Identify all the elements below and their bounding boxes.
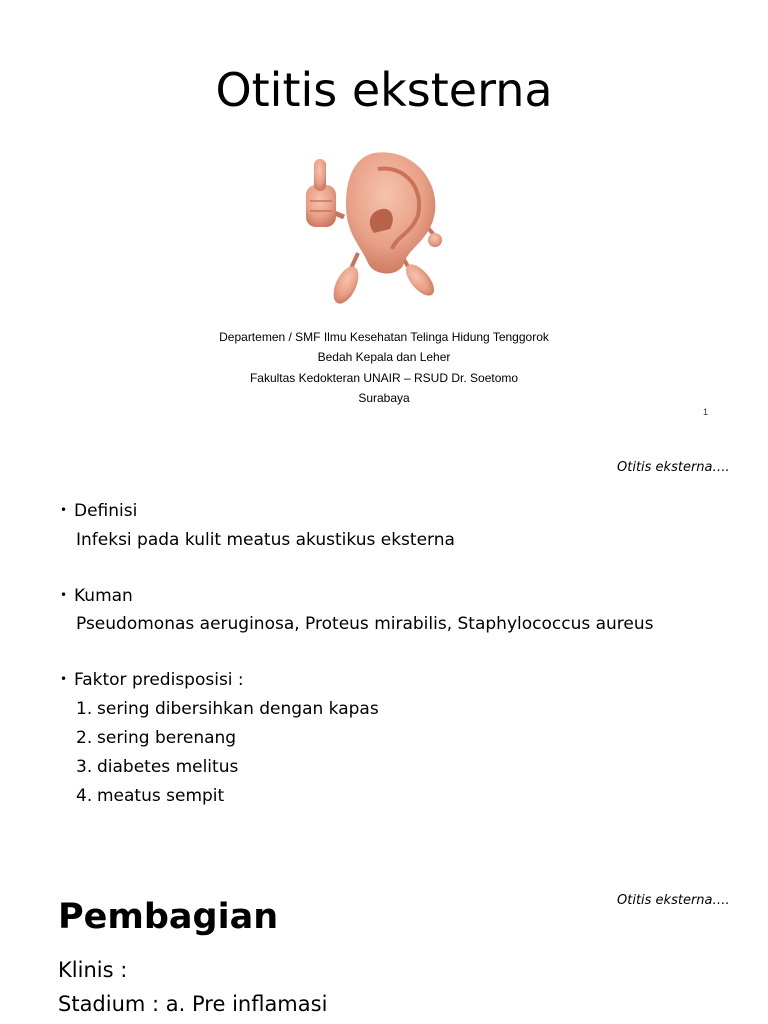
list-text: diabetes melitus — [97, 757, 239, 777]
slide3-side-note: Otitis eksterna…. — [617, 893, 730, 908]
slide2-side-note: Otitis eksterna…. — [617, 460, 730, 475]
subtitle-line: Surabaya — [358, 391, 410, 405]
list-number: 4. — [76, 786, 93, 806]
slide1-title: Otitis eksterna — [215, 63, 553, 117]
list-text: sering dibersihkan dengan kapas — [97, 699, 379, 719]
page-number: 1 — [703, 407, 709, 417]
bullet-faktor — [60, 668, 244, 691]
bullet-definisi — [60, 499, 137, 522]
list-text: meatus sempit — [97, 786, 225, 806]
definisi-text: Infeksi pada kulit meatus akustikus eksterna — [76, 530, 455, 550]
list-text: sering berenang — [97, 728, 237, 748]
bullet-dot-icon: • — [60, 503, 68, 517]
bullet-dot-icon: • — [60, 588, 68, 602]
bullet-heading: Definisi — [74, 501, 138, 521]
list-number: 2. — [76, 728, 93, 748]
list-item — [76, 756, 238, 778]
list-item — [76, 727, 236, 749]
list-number: 1. — [76, 699, 93, 719]
list-number: 3. — [76, 757, 93, 777]
list-item — [76, 785, 224, 807]
bullet-heading: Faktor predisposisi : — [74, 670, 244, 690]
bullet-kuman — [60, 584, 133, 607]
bullet-heading: Kuman — [74, 586, 133, 606]
list-item — [76, 698, 379, 720]
subtitle-line: Departemen / SMF Ilmu Kesehatan Telinga Hidung Tenggorok — [219, 330, 549, 344]
kuman-text: Pseudomonas aeruginosa, Proteus mirabilis, Staphylococcus aureus — [76, 614, 654, 634]
slide3-line: Klinis : — [58, 958, 128, 982]
slide3-title: Pembagian — [58, 897, 279, 937]
subtitle-line: Bedah Kepala dan Leher — [317, 350, 451, 364]
bullet-dot-icon: • — [60, 672, 68, 686]
subtitle-line: Fakultas Kedokteran UNAIR – RSUD Dr. Soetomo — [249, 371, 519, 385]
slide3-line: Stadium : a. Pre inflamasi — [58, 992, 328, 1016]
ear-mascot-icon — [296, 145, 446, 307]
